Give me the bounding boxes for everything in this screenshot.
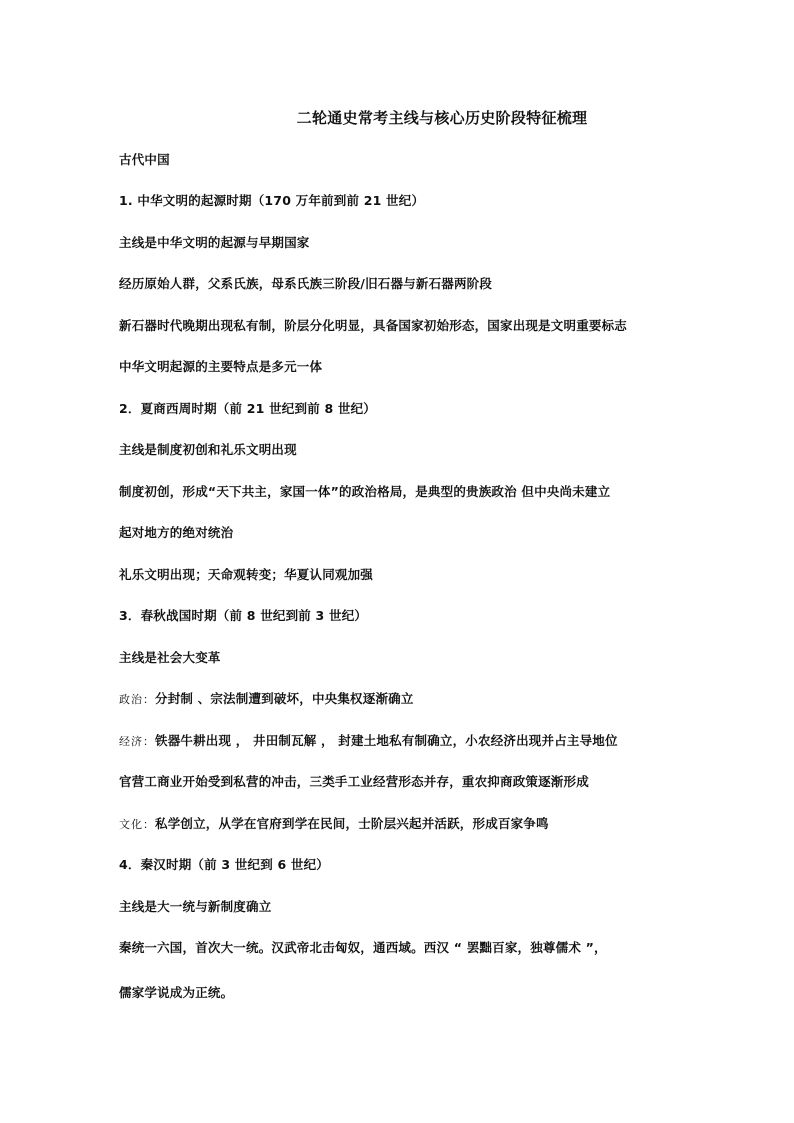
text-line: 制度初创，形成“天下共主，家国一体”的政治格局，是典型的贵族政治 但中央尚未建立: [119, 484, 611, 499]
text-line: 儒家学说成为正统。: [119, 985, 234, 1000]
period-heading-2: 2．夏商西周时期（前 21 世纪到前 8 世纪）: [119, 401, 376, 416]
text-line: 新石器时代晚期出现私有制，阶层分化明显，具备国家初始形态，国家出现是文明重要标志: [119, 318, 628, 333]
text-line: [119, 733, 618, 750]
section-heading-ancient-china: 古代中国: [119, 152, 170, 167]
document-title: 二轮通史常考主线与核心历史阶段特征梳理: [296, 109, 588, 127]
line-body: 分封制 、宗法制遭到破坏，中央集权逐渐确立: [155, 691, 414, 706]
text-line: 起对地方的绝对统治: [119, 525, 234, 540]
label-culture: 文化：: [119, 818, 155, 831]
text-line: 官营工商业开始受到私营的冲击，三类手工业经营形态并存，重农抑商政策逐渐形成: [119, 774, 589, 789]
text-line: 秦统一六国，首次大一统。汉武帝北击匈奴，通西域。西汉 “ 罢黜百家，独尊儒术 ”，: [119, 940, 607, 955]
label-politics: 政治：: [119, 693, 155, 706]
label-economy: 经济：: [119, 735, 155, 748]
text-line: 主线是制度初创和礼乐文明出现: [119, 442, 297, 457]
text-line: 主线是中华文明的起源与早期国家: [119, 235, 310, 250]
text-line: 经历原始人群，父系氏族，母系氏族三阶段/旧石器与新石器两阶段: [119, 276, 493, 291]
text-line: [119, 691, 414, 708]
period-heading-3: 3．春秋战国时期（前 8 世纪到前 3 世纪）: [119, 608, 368, 623]
text-line: 中华文明起源的主要特点是多元一体: [119, 359, 323, 374]
text-line: 主线是社会大变革: [119, 650, 221, 665]
text-line: 主线是大一统与新制度确立: [119, 899, 272, 914]
period-heading-1: 1. 中华文明的起源时期（170 万年前到前 21 世纪）: [119, 193, 425, 208]
line-body: 铁器牛耕出现 ， 井田制瓦解 ， 封建土地私有制确立，小农经济出现并占主导地位: [155, 733, 618, 748]
text-line: 礼乐文明出现；天命观转变；华夏认同观加强: [119, 567, 374, 582]
text-line: [119, 816, 549, 833]
period-heading-4: 4．秦汉时期（前 3 世纪到 6 世纪）: [119, 857, 330, 872]
line-body: 私学创立，从学在官府到学在民间，士阶层兴起并活跃，形成百家争鸣: [155, 816, 549, 831]
